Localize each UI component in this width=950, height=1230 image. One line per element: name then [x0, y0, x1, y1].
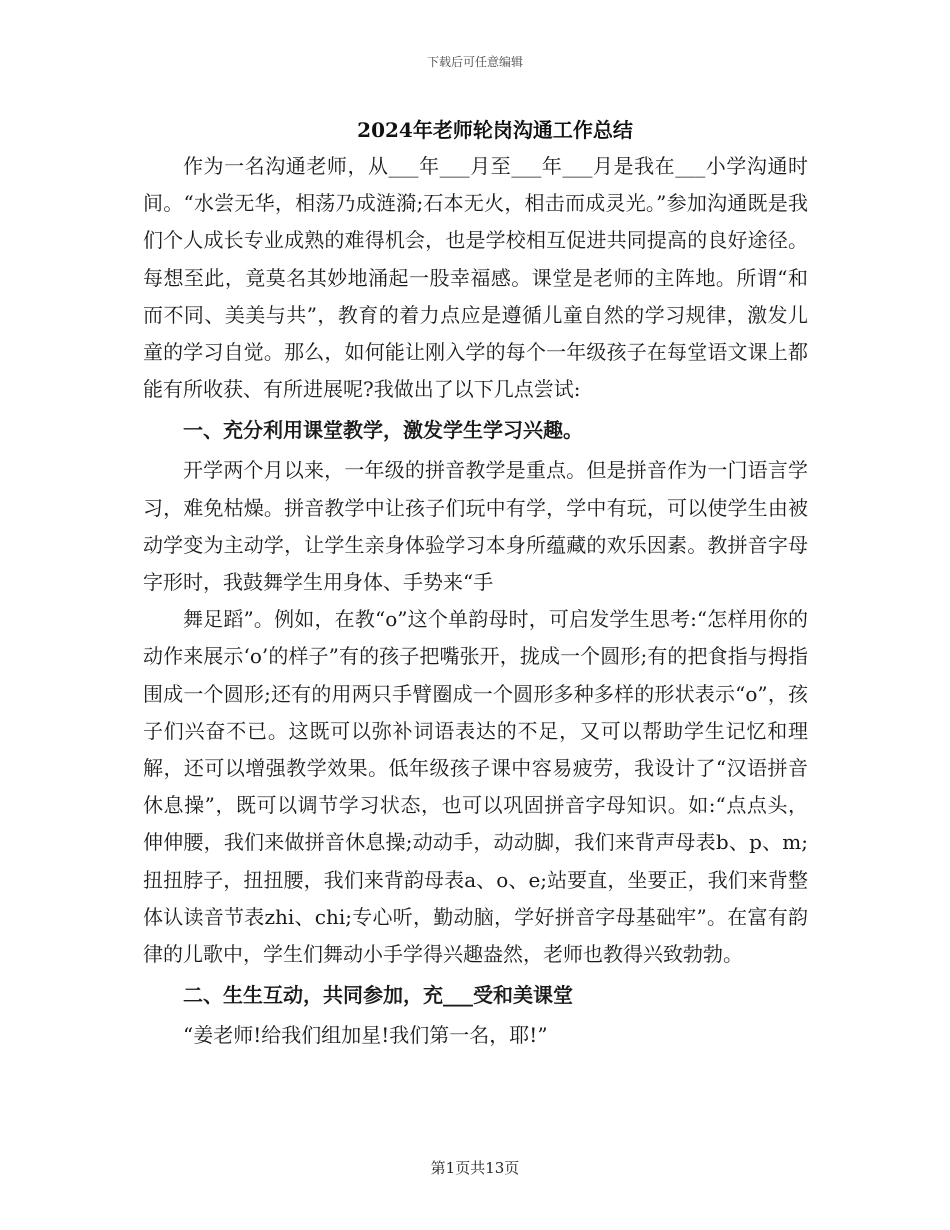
paragraph-intro: 作为一名沟通老师，从___年___月至___年___月是我在___小学沟通时间。“水尝无华，相荡乃成涟漪;石本无火，相击而成灵光。”参加沟通既是我们个人成长专业成熟的难得机会，也是学校相互促进共同提高的良好途径。每想至此，竟莫名其妙地涌起一股幸福感。课堂是老师的主阵地。所谓“和而不同、美美与共”，教育的着力点应是遵循儿童自然的学习规律，激发儿童的学习自觉。那么，如何能让刚入学的每个一年级孩子在每堂语文课上都能有所收获、有所进展呢?我做出了以下几点尝试:	[143, 154, 808, 402]
section-heading-1: 一、充分利用课堂教学，激发学生学习兴趣。	[183, 418, 583, 443]
document-body	[143, 148, 808, 1054]
paragraph-pinyin-teaching: 开学两个月以来，一年级的拼音教学是重点。但是拼音作为一门语言学习，难免枯燥。拼音教学中让孩子们玩中有学，学中有玩，可以使学生由被动学变为主动学，让学生亲身体验学习本身所蕴藏的欢乐因素。教拼音字母字形时，我鼓舞学生用身体、手势来“手	[143, 458, 808, 595]
section-heading-2: 二、生生互动，共同参加，充___受和美课堂	[183, 983, 573, 1008]
paragraph-gestures: 舞足蹈”。例如，在教“o”这个单韵母时，可启发学生思考:“怎样用你的动作来展示‘o’的样子”有的孩子把嘴张开，拢成一个圆形;有的把食指与拇指围成一个圆形;还有的用两只手臂圈成一个圆形多种多样的形状表示“o”，孩子们兴奋不已。这既可以弥补词语表达的不足，又可以帮助学生记忆和理解，还可以增强教学效果。低年级孩子课中容易疲劳，我设计了“汉语拼音休息操”，既可以调节学习状态，也可以巩固拼音字母知识。如:“点点头，伸伸腰，我们来做拼音休息操;动动手，动动脚，我们来背声母表b、p、m;扭扭脖子，扭扭腰，我们来背韵母表a、o、e;站要直，坐要正，我们来背整体认读音节表zhi、chi;专心听，勤动脑，学好拼音字母基础牢”。在富有韵律的儿歌中，学生们舞动小手学得兴趣盎然，老师也教得兴致勃勃。	[143, 607, 808, 967]
paragraph-quote: “姜老师!给我们组加星!我们第一名，耶!”	[183, 1023, 548, 1048]
page-header-note: 下载后可任意编辑	[426, 55, 523, 69]
document-title: 2024年老师轮岗沟通工作总结	[357, 118, 633, 142]
page-number: 第1页共13页	[430, 1159, 520, 1177]
